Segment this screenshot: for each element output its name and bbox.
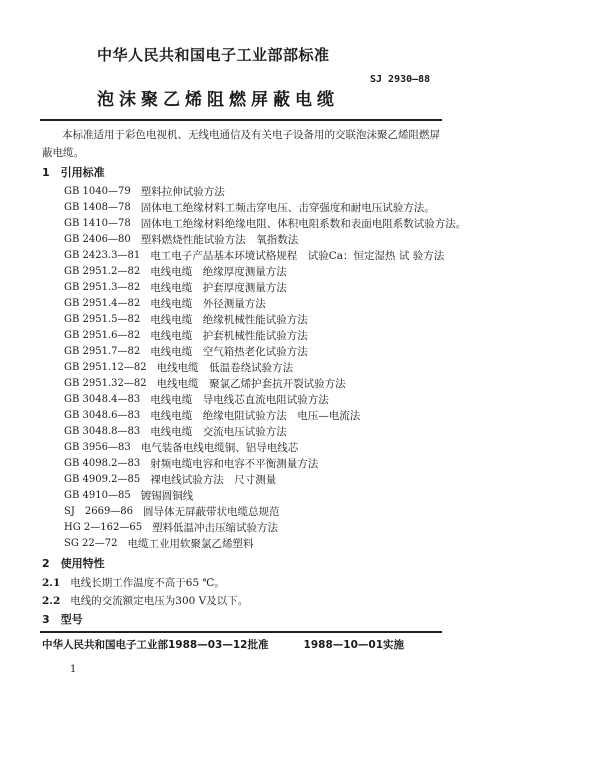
reference-title: 电缆工业用软聚氯乙烯塑料 [127, 538, 254, 550]
reference-item [64, 440, 472, 456]
reference-item [64, 296, 472, 312]
standard-code: SJ 2930—88 [370, 74, 431, 85]
reference-title: 电线电缆 绝缘电阻试验方法 电压—电流法 [150, 410, 361, 422]
reference-title: 电气装备电线电缆铜、铝导电线芯 [140, 442, 299, 454]
reference-title: 电线电缆 导电线芯直流电阻试验方法 [150, 394, 329, 406]
reference-item [64, 344, 472, 360]
reference-code: GB 2406—80 [64, 234, 131, 245]
section-3-heading: 3 型号 [42, 613, 83, 626]
reference-title: 电线电缆 低温卷绕试验方法 [156, 362, 294, 374]
document-body [42, 126, 472, 677]
reference-title: 固体电工绝缘材料工频击穿电压、击穿强度和耐电压试验方法。 [140, 202, 435, 214]
document-title: 泡沫聚乙烯阻燃屏蔽电缆 [97, 90, 339, 110]
clause-2-2 [42, 592, 472, 610]
reference-code: GB 1408—78 [64, 202, 131, 213]
reference-title: 电线电缆 绝缘机械性能试验方法 [150, 314, 308, 326]
reference-item [64, 264, 472, 280]
reference-title: 镀锡圆铜线 [140, 490, 194, 502]
issuing-authority: 中华人民共和国电子工业部部标准 [97, 46, 330, 64]
clause-number: 2.2 [42, 595, 61, 607]
reference-item [64, 392, 472, 408]
reference-code: GB 2951.4—82 [64, 298, 141, 309]
reference-item [64, 408, 472, 424]
reference-code: GB 2951.6—82 [64, 330, 141, 341]
reference-title: 裸电线试验方法 尺寸测量 [150, 474, 277, 486]
reference-title: 塑料低温冲击压缩试验方法 [152, 522, 279, 534]
reference-item [64, 360, 472, 376]
reference-code: GB 1040—79 [64, 186, 131, 197]
reference-code: GB 3048.6—83 [64, 410, 141, 421]
reference-item [64, 232, 472, 248]
clause-number: 2.1 [42, 577, 61, 589]
reference-item [64, 328, 472, 344]
reference-title: 电线电缆 空气箱热老化试验方法 [150, 346, 308, 358]
page-number: 1 [70, 664, 77, 675]
section-1-heading: 1 引用标准 [42, 166, 105, 179]
reference-code: SG 22—72 [64, 538, 118, 549]
reference-title: 电线电缆 交流电压试验方法 [150, 426, 287, 438]
reference-code: GB 2951.2—82 [64, 266, 141, 277]
reference-code: GB 2951.32—82 [64, 378, 147, 389]
reference-title: 电线电缆 绝缘厚度测量方法 [150, 266, 287, 278]
reference-item [64, 248, 472, 264]
reference-item [64, 312, 472, 328]
reference-title: 电工电子产品基本环境试格规程 试验Ca：恒定湿热 试 验方法 [150, 250, 445, 262]
reference-code: GB 2951.5—82 [64, 314, 141, 325]
reference-item [64, 376, 472, 392]
reference-item [64, 520, 472, 536]
reference-code: GB 2951.12—82 [64, 362, 147, 373]
reference-code: GB 3048.8—83 [64, 426, 141, 437]
reference-code: HG 2—162—65 [64, 522, 143, 533]
header-rule [40, 119, 442, 121]
reference-code: GB 4909.2—85 [64, 474, 141, 485]
reference-item [64, 280, 472, 296]
reference-item [64, 424, 472, 440]
reference-code: GB 2423.3—81 [64, 250, 141, 261]
reference-title: 射频电缆电容和电容不平衡测量方法 [150, 458, 319, 470]
reference-code: GB 1410—78 [64, 218, 131, 229]
reference-code: GB 4910—85 [64, 490, 131, 501]
reference-title: 电线电缆 外径测量方法 [150, 298, 266, 310]
reference-code: GB 3048.4—83 [64, 394, 141, 405]
reference-code: SJ 2669—86 [64, 506, 134, 517]
reference-code: GB 4098.2—83 [64, 458, 141, 469]
clause-text: 电线长期工作温度不高于65 ℃。 [70, 577, 225, 589]
reference-title: 固体电工绝缘材料绝缘电阻、体积电阻系数和表面电阻系数试验方法。 [140, 218, 467, 230]
reference-title: 塑料燃烧性能试验方法 氧指数法 [140, 234, 299, 246]
reference-title: 塑料拉伸试验方法 [140, 186, 225, 198]
section-2-heading: 2 使用特性 [42, 557, 105, 570]
reference-code: GB 3956—83 [64, 442, 131, 453]
reference-item [64, 536, 472, 552]
reference-title: 电线电缆 聚氯乙烯护套抗开裂试验方法 [156, 378, 346, 390]
reference-item [64, 184, 472, 200]
reference-item [64, 200, 472, 216]
clause-2-1 [42, 574, 472, 592]
reference-title: 电线电缆 护套机械性能试验方法 [150, 330, 308, 342]
scope-paragraph: 本标准适用于彩色电视机、无线电通信及有关电子设备用的交联泡沫聚乙烯阻燃屏蔽电缆。 [42, 129, 440, 159]
reference-code: GB 2951.7—82 [64, 346, 141, 357]
clause-text: 电线的交流额定电压为300 V及以下。 [70, 595, 249, 607]
approval-date: 中华人民共和国电子工业部1988—03—12批准 [42, 639, 269, 651]
reference-title: 电线电缆 护套厚度测量方法 [150, 282, 287, 294]
reference-code: GB 2951.3—82 [64, 282, 141, 293]
reference-item [64, 504, 472, 520]
footer [42, 637, 444, 653]
reference-item [64, 456, 472, 472]
reference-list [64, 184, 472, 552]
reference-item [64, 488, 472, 504]
reference-item [64, 216, 472, 232]
footer-rule [40, 631, 442, 633]
reference-title: 圆导体无屏蔽带状电缆总规范 [143, 506, 280, 518]
reference-item [64, 472, 472, 488]
effective-date: 1988—10—01实施 [303, 639, 404, 651]
